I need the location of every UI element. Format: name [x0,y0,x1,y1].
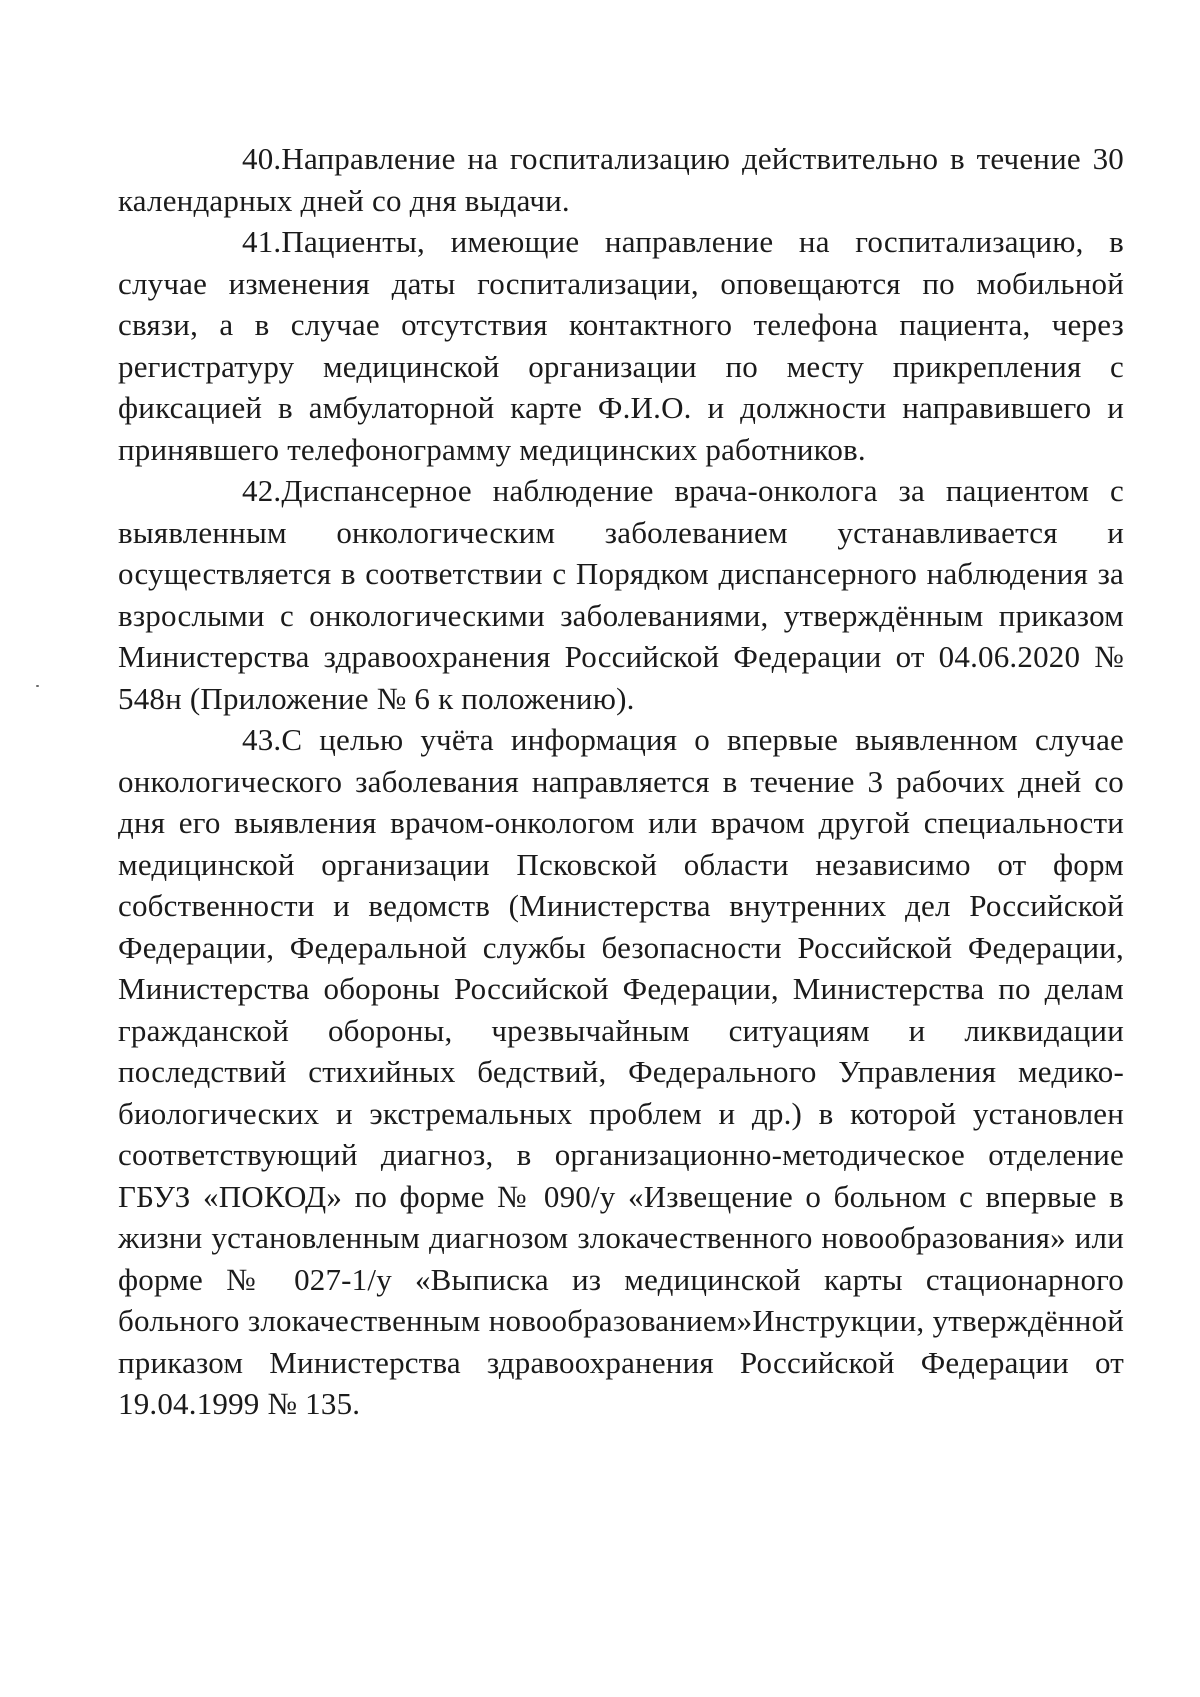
paragraph-number: 40. [242,141,282,176]
paragraph-number: 41. [242,224,282,259]
paragraph-text: Диспансерное наблюдение врача-онколога за пациентом с выявленным онкологическим заболеванием устанавливается и осуществляется в соответствии с Порядком диспансерного наблюдения за взрослыми с онкологическими заболеваниями, утверждённым приказом Министерства здравоохранения Российской Федерации от 04.06.2020 № 548н (Приложение № 6 к положению). [118,473,1124,716]
paragraph-number: 43. [242,722,282,757]
paragraph-41 [118,221,1124,470]
paragraph-43 [118,719,1124,1425]
paragraph-text: Направление на госпитализацию действительно в течение 30 календарных дней со дня выдачи. [118,141,1124,218]
paragraph-42 [118,470,1124,719]
paragraph-number: 42. [242,473,282,508]
scan-speck [36,685,39,687]
paragraph-text: С целью учёта информация о впервые выявленном случае онкологического заболевания направляется в течение 3 рабочих дней со дня его выявления врачом-онкологом или врачом другой специальности медицинской организации Псковской области независимо от форм собственности и ведомств (Министерства внутренних дел Российской Федерации, Федеральной службы безопасности Российской Федерации, Министерства обороны Российской Федерации, Министерства по делам гражданской обороны, чрезвычайным ситуациям и ликвидации последствий стихийных бедствий, Федерального Управления медико-биологических и экстремальных проблем и др.) в которой установлен соответствующий диагноз, в организационно-методическое отделение ГБУЗ «ПОКОД» по форме № 090/у «Извещение о больном с впервые в жизни установленным диагнозом злокачественного новообразования» или форме № 027-1/у «Выписка из медицинской карты стационарного больного злокачественным новообразованием»Инструкции, утверждённой приказом Министерства здравоохранения Российской Федерации от 19.04.1999 № 135. [118,722,1124,1421]
paragraph-40 [118,138,1124,221]
paragraph-text: Пациенты, имеющие направление на госпитализацию, в случае изменения даты госпитализации, оповещаются по мобильной связи, а в случае отсутствия контактного телефона пациента, через регистратуру медицинской организации по месту прикрепления с фиксацией в амбулаторной карте Ф.И.О. и должности направившего и принявшего телефонограмму медицинских работников. [118,224,1124,467]
document-body [118,138,1124,1425]
